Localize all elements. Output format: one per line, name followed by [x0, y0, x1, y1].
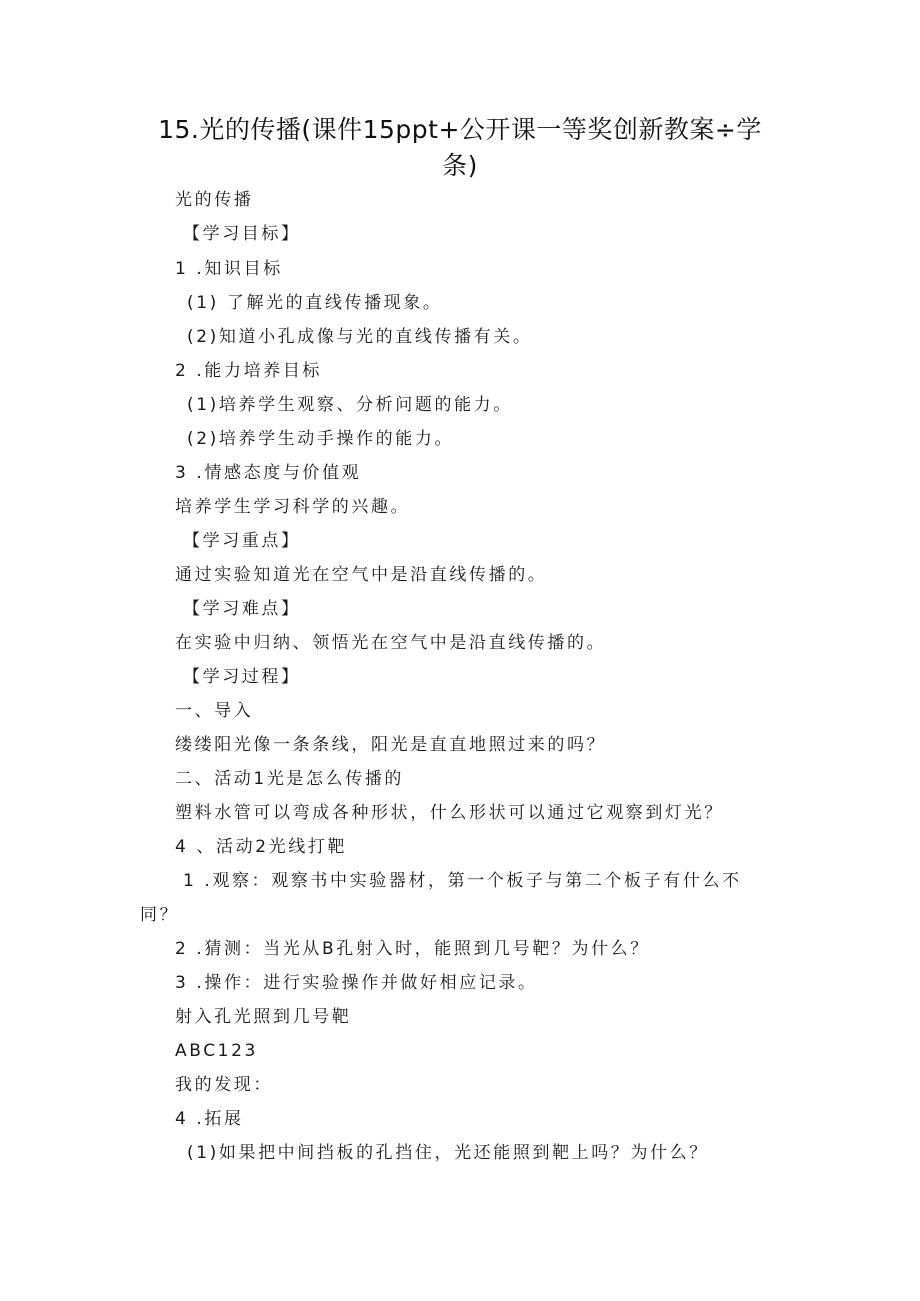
key-points-heading: 【学习重点】 — [183, 531, 301, 551]
paragraph: 射入孔光照到几号靶 — [175, 1007, 352, 1027]
section-heading: 光的传播 — [175, 190, 254, 210]
paragraph: 培养学生学习科学的兴趣。 — [175, 497, 411, 517]
goals-heading: 【学习目标】 — [183, 224, 301, 244]
list-item: (1) 了解光的直线传播现象。 — [187, 293, 443, 313]
difficulty-heading: 【学习难点】 — [183, 599, 301, 619]
paragraph: 通过实验知道光在空气中是沿直线传播的。 — [175, 565, 548, 585]
document-title — [140, 112, 780, 184]
list-item: 1 .知识目标 — [175, 259, 283, 279]
process-heading: 【学习过程】 — [183, 667, 301, 687]
title-line-1: 15.光的传播(课件15ppt+公开课一等奖创新教案÷学 — [158, 115, 762, 144]
list-item: (1)如果把中间挡板的孔挡住，光还能照到靶上吗？为什么？ — [187, 1143, 709, 1163]
list-item: 一、导入 — [175, 701, 254, 721]
list-item: 3 .操作：进行实验操作并做好相应记录。 — [175, 973, 538, 993]
paragraph: 塑料水管可以弯成各种形状，什么形状可以通过它观察到灯光？ — [175, 803, 724, 823]
list-item: 1 .观察：观察书中实验器材，第一个板子与第二个板子有什么不 — [183, 871, 742, 891]
list-item: (1)培养学生观察、分析问题的能力。 — [187, 395, 513, 415]
paragraph: 在实验中归纳、领悟光在空气中是沿直线传播的。 — [175, 633, 607, 653]
list-item: 二、活动1光是怎么传播的 — [175, 769, 405, 789]
list-item: 2 .能力培养目标 — [175, 361, 323, 381]
list-item-continuation: 同？ — [140, 905, 180, 925]
paragraph: ABC123 — [175, 1041, 258, 1061]
list-item: (2)培养学生动手操作的能力。 — [187, 429, 455, 449]
list-item: (2)知道小孔成像与光的直线传播有关。 — [187, 327, 533, 347]
paragraph: 我的发现： — [175, 1075, 273, 1095]
title-line-2: 条) — [442, 151, 478, 180]
list-item: 2 .猜测：当光从B孔射入时，能照到几号靶？为什么？ — [175, 939, 650, 959]
list-item: 4 、活动2光线打靶 — [175, 837, 348, 857]
list-item: 4 .拓展 — [175, 1109, 244, 1129]
list-item: 3 .情感态度与价值观 — [175, 463, 362, 483]
paragraph: 缕缕阳光像一条条线，阳光是直直地照过来的吗？ — [175, 735, 607, 755]
